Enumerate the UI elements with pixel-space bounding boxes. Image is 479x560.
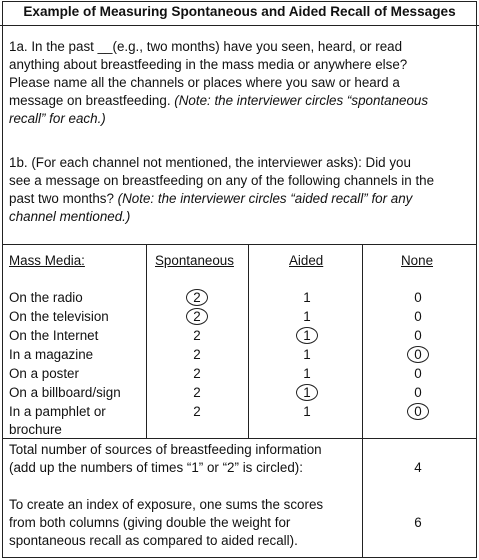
row-label-text: On the radio: [9, 290, 83, 305]
none-score-value: 0: [414, 309, 422, 324]
row-label: [9, 365, 79, 383]
total-line: Total number of sources of breastfeeding information: [9, 442, 322, 457]
none-score: [398, 289, 438, 307]
interviewer-note: (Note: the interviewer circles “aided recall” for any: [117, 191, 413, 206]
row-label: [9, 403, 106, 439]
aided-score-value: 1: [303, 328, 311, 343]
row-label-text: In a pamphlet or: [9, 404, 106, 419]
circle-mark: [296, 327, 318, 344]
question-1b-text: past two months?: [9, 191, 118, 206]
spontaneous-score: [177, 289, 217, 307]
aided-score: [287, 346, 327, 364]
aided-score: [287, 289, 327, 307]
row-label: [9, 289, 83, 307]
none-score-value: 0: [414, 328, 422, 343]
none-score: [398, 365, 438, 383]
row-label-text: On a billboard/sign: [9, 385, 121, 400]
spontaneous-score-value: 2: [193, 404, 201, 419]
interviewer-note: recall” for each.): [9, 111, 106, 126]
row-label-text: On a poster: [9, 366, 79, 381]
spontaneous-score: [177, 384, 217, 402]
row-label: [9, 346, 93, 364]
index-description: [9, 496, 389, 550]
spontaneous-score-value: 2: [193, 385, 201, 400]
question-1a-text: message on breastfeeding.: [9, 93, 175, 108]
aided-score-value: 1: [303, 347, 311, 362]
question-1a-line: anything about breastfeeding in the mass media or anywhere else?: [9, 57, 408, 72]
row-label: [9, 308, 109, 326]
question-1a-line: Please name all the channels or places where you saw or heard a: [9, 75, 400, 90]
spontaneous-score-value: 2: [193, 347, 201, 362]
circle-mark: [407, 346, 429, 363]
none-score-value: 0: [414, 404, 422, 419]
header-mass-media: Mass Media:: [9, 253, 85, 268]
interviewer-note: channel mentioned.): [9, 209, 131, 224]
none-score: [398, 403, 438, 421]
question-1b-line: 1b. (For each channel not mentioned, the interviewer asks): Did you: [9, 155, 411, 170]
header-none: None: [401, 253, 434, 268]
header-spontaneous: Spontaneous: [155, 253, 234, 268]
spontaneous-score: [177, 308, 217, 326]
circle-mark: [186, 289, 208, 306]
spontaneous-score: [177, 403, 217, 421]
none-score-value: 0: [414, 385, 422, 400]
aided-score-value: 1: [303, 290, 311, 305]
none-score: [398, 327, 438, 345]
question-1b: [9, 154, 473, 226]
none-score: [398, 346, 438, 364]
row-label: [9, 384, 121, 402]
index-line: To create an index of exposure, one sums the scores: [9, 497, 324, 512]
question-1b-line: [9, 190, 473, 208]
none-score-value: 0: [414, 290, 422, 305]
aided-score: [287, 384, 327, 402]
row-label: [9, 327, 98, 345]
total-description: [9, 441, 389, 477]
question-1a: [9, 38, 473, 128]
question-1a-line: 1a. In the past __(e.g., two months) have you seen, heard, or read: [9, 39, 403, 54]
circle-mark: [186, 308, 208, 325]
index-line: spontaneous recall as compared to aided recall).: [9, 533, 298, 548]
interviewer-note: (Note: the interviewer circles “spontaneous: [174, 93, 429, 108]
column-divider: [248, 244, 249, 438]
aided-score-value: 1: [303, 309, 311, 324]
spontaneous-score: [177, 327, 217, 345]
row-label-text: On the Internet: [9, 328, 99, 343]
total-line: (add up the numbers of times “1” or “2” is circled):: [9, 460, 303, 475]
aided-score: [287, 365, 327, 383]
none-score-value: 0: [414, 366, 422, 381]
spontaneous-score: [177, 346, 217, 364]
none-score-value: 0: [414, 347, 422, 362]
aided-score-value: 1: [303, 385, 311, 400]
aided-score: [287, 327, 327, 345]
spontaneous-score: [177, 365, 217, 383]
question-1b-line: see a message on breastfeeding on any of the following channels in the: [9, 173, 435, 188]
index-value: 6: [414, 515, 422, 530]
document-title: Example of Measuring Spontaneous and Aided Recall of Messages: [0, 1, 479, 26]
header-aided: Aided: [289, 253, 324, 268]
row-label-text: On the television: [9, 309, 109, 324]
total-value: 4: [414, 460, 422, 475]
aided-score-value: 1: [303, 366, 311, 381]
column-divider: [146, 244, 147, 438]
none-score: [398, 384, 438, 402]
none-score: [398, 308, 438, 326]
aided-score-value: 1: [303, 404, 311, 419]
spontaneous-score-value: 2: [193, 290, 201, 305]
circle-mark: [296, 384, 318, 401]
circle-mark: [407, 403, 429, 420]
spontaneous-score-value: 2: [193, 309, 201, 324]
divider: [2, 244, 477, 245]
spontaneous-score-value: 2: [193, 366, 201, 381]
aided-score: [287, 308, 327, 326]
aided-score: [287, 403, 327, 421]
question-1a-line: [9, 92, 473, 110]
row-label-text: brochure: [9, 422, 62, 437]
row-label-text: In a magazine: [9, 347, 94, 362]
spontaneous-score-value: 2: [193, 328, 201, 343]
index-line: from both columns (giving double the weight for: [9, 515, 291, 530]
